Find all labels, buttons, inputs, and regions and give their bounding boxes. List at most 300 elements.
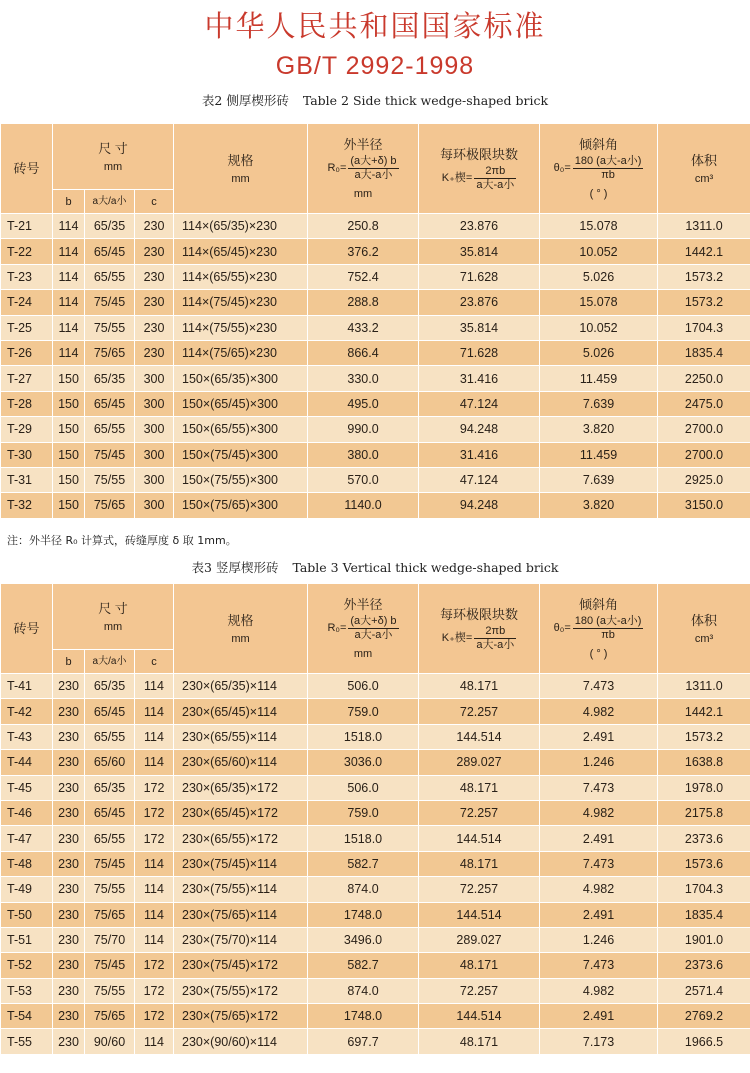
dim-c-cell: 114: [135, 724, 174, 749]
dim-b-cell: 114: [53, 214, 85, 239]
dim-c-cell: 114: [135, 699, 174, 724]
spec-cell: 150×(75/55)×300: [174, 467, 308, 492]
formula-lhs: θ₀=: [553, 622, 571, 634]
brick-code-cell: T-27: [1, 366, 53, 391]
table-row: [1, 699, 750, 724]
header-code: 砖号: [1, 124, 53, 214]
dim-c-cell: 172: [135, 1004, 174, 1029]
ring-limit-cell: 72.257: [419, 978, 540, 1003]
ring-limit-cell: 48.171: [419, 1029, 540, 1054]
table-row: [1, 1029, 750, 1054]
dim-a-cell: 75/55: [85, 467, 135, 492]
table-row: [1, 1004, 750, 1029]
formula-lhs: R₀=: [327, 622, 347, 634]
ring-limit-cell: 31.416: [419, 366, 540, 391]
dim-c-cell: 230: [135, 214, 174, 239]
tilt-angle-cell: 15.078: [540, 290, 658, 315]
outer-radius-cell: 1748.0: [308, 1004, 419, 1029]
outer-radius-cell: 874.0: [308, 877, 419, 902]
ring-limit-cell: 71.628: [419, 264, 540, 289]
spec-cell: 150×(65/55)×300: [174, 417, 308, 442]
dim-a-cell: 65/55: [85, 264, 135, 289]
brick-code-cell: T-46: [1, 800, 53, 825]
spec-cell: 230×(75/55)×172: [174, 978, 308, 1003]
header-outer-radius-label: 外半径: [343, 137, 383, 152]
brick-code-cell: T-50: [1, 902, 53, 927]
table3-vertical-thick-wedge-brick: [0, 583, 750, 1055]
header-spec-label: 规格: [227, 612, 254, 628]
spec-cell: 230×(90/60)×114: [174, 1029, 308, 1054]
table-row: [1, 264, 750, 289]
volume-cell: 2373.6: [658, 826, 750, 851]
ring-limit-cell: 35.814: [419, 315, 540, 340]
dim-b-cell: 230: [53, 724, 85, 749]
dim-c-cell: 114: [135, 674, 174, 699]
spec-cell: 114×(75/65)×230: [174, 340, 308, 365]
formula-numerator: 180 (a大-a小): [574, 155, 642, 167]
table-row: [1, 417, 750, 442]
brick-code-cell: T-53: [1, 978, 53, 1003]
tilt-angle-cell: 2.491: [540, 1004, 658, 1029]
formula-denominator: a大-a小: [354, 169, 393, 181]
dim-b-cell: 150: [53, 442, 85, 467]
dim-c-cell: 230: [135, 239, 174, 264]
volume-cell: 1573.2: [658, 290, 750, 315]
volume-cell: 1704.3: [658, 877, 750, 902]
volume-cell: 1442.1: [658, 699, 750, 724]
dim-a-cell: 75/55: [85, 315, 135, 340]
brick-code-cell: T-25: [1, 315, 53, 340]
brick-code-cell: T-21: [1, 214, 53, 239]
volume-cell: 2700.0: [658, 442, 750, 467]
dim-c-cell: 172: [135, 775, 174, 800]
tilt-angle-cell: 1.246: [540, 750, 658, 775]
table-row: [1, 851, 750, 876]
brick-code-cell: T-24: [1, 290, 53, 315]
brick-code-cell: T-49: [1, 877, 53, 902]
dim-a-cell: 65/45: [85, 391, 135, 416]
table-row: [1, 290, 750, 315]
table-row: [1, 391, 750, 416]
dim-b-cell: 230: [53, 775, 85, 800]
header-volume-label: 体积: [691, 152, 718, 168]
outer-radius-cell: 288.8: [308, 290, 419, 315]
outer-radius-formula: [327, 615, 398, 642]
dim-c-cell: 230: [135, 290, 174, 315]
volume-cell: 1638.8: [658, 750, 750, 775]
outer-radius-cell: 506.0: [308, 775, 419, 800]
dim-b-cell: 230: [53, 800, 85, 825]
table-row: [1, 978, 750, 1003]
ring-limit-cell: 144.514: [419, 826, 540, 851]
spec-cell: 230×(65/45)×172: [174, 800, 308, 825]
dim-c-cell: 114: [135, 927, 174, 952]
header-dimensions: [53, 124, 174, 190]
volume-cell: 1573.2: [658, 724, 750, 749]
page-title-cn: 中华人民共和国国家标准: [204, 9, 546, 43]
table-row: [1, 877, 750, 902]
dim-c-cell: 172: [135, 826, 174, 851]
header-tilt-angle-unit: ( ° ): [589, 188, 608, 200]
header-ring-limit: [419, 584, 540, 674]
header-code: 砖号: [1, 584, 53, 674]
volume-cell: 1442.1: [658, 239, 750, 264]
dim-a-cell: 90/60: [85, 1029, 135, 1054]
header-ring-limit-label: 每环极限块数: [440, 607, 519, 622]
formula-denominator: a大-a小: [476, 639, 515, 651]
dim-a-cell: 75/65: [85, 1004, 135, 1029]
formula-numerator: 180 (a大-a小): [574, 615, 642, 627]
brick-code-cell: T-30: [1, 442, 53, 467]
dim-b-cell: 230: [53, 902, 85, 927]
dim-a-cell: 65/45: [85, 800, 135, 825]
header-spec-unit: mm: [231, 172, 250, 185]
header-outer-radius: [308, 124, 419, 214]
header-tilt-angle: [540, 124, 658, 214]
outer-radius-cell: 3496.0: [308, 927, 419, 952]
dim-c-cell: 300: [135, 493, 174, 518]
tilt-angle-cell: 10.052: [540, 239, 658, 264]
spec-cell: 230×(75/55)×114: [174, 877, 308, 902]
volume-cell: 2475.0: [658, 391, 750, 416]
dim-a-cell: 65/35: [85, 775, 135, 800]
brick-code-cell: T-31: [1, 467, 53, 492]
table-row: [1, 214, 750, 239]
ring-limit-cell: 94.248: [419, 493, 540, 518]
table-row: [1, 800, 750, 825]
brick-code-cell: T-51: [1, 927, 53, 952]
header-c: c: [135, 190, 174, 214]
formula-denominator: a大-a小: [354, 629, 393, 641]
volume-cell: 2571.4: [658, 978, 750, 1003]
table-row: [1, 442, 750, 467]
header-a: a大/a小: [85, 190, 135, 214]
tilt-angle-cell: 7.639: [540, 391, 658, 416]
tilt-angle-cell: 2.491: [540, 724, 658, 749]
table-row: [1, 826, 750, 851]
ring-limit-cell: 47.124: [419, 467, 540, 492]
formula-numerator: (a大+δ) b: [350, 155, 397, 167]
outer-radius-formula: [327, 155, 398, 182]
dim-b-cell: 150: [53, 366, 85, 391]
tilt-angle-cell: 4.982: [540, 978, 658, 1003]
ring-limit-cell: 289.027: [419, 750, 540, 775]
header-b: b: [53, 650, 85, 674]
dim-b-cell: 150: [53, 417, 85, 442]
ring-limit-cell: 144.514: [419, 902, 540, 927]
brick-code-cell: T-29: [1, 417, 53, 442]
outer-radius-cell: 1518.0: [308, 826, 419, 851]
outer-radius-cell: 570.0: [308, 467, 419, 492]
ring-limit-cell: 23.876: [419, 214, 540, 239]
tilt-angle-cell: 7.473: [540, 674, 658, 699]
dim-a-cell: 75/65: [85, 902, 135, 927]
brick-code-cell: T-22: [1, 239, 53, 264]
formula-lhs: R₀=: [327, 162, 347, 174]
header-volume-label: 体积: [691, 612, 718, 628]
spec-cell: 150×(65/35)×300: [174, 366, 308, 391]
table2-note: 注：外半径 R₀ 计算式，砖缝厚度 δ 取 1mm。: [7, 534, 237, 547]
tilt-angle-formula: [554, 155, 644, 182]
dim-c-cell: 172: [135, 953, 174, 978]
dim-c-cell: 300: [135, 442, 174, 467]
outer-radius-cell: 752.4: [308, 264, 419, 289]
dim-b-cell: 114: [53, 340, 85, 365]
outer-radius-cell: 759.0: [308, 800, 419, 825]
table-row: [1, 467, 750, 492]
spec-cell: 114×(65/55)×230: [174, 264, 308, 289]
ring-limit-cell: 72.257: [419, 877, 540, 902]
header-tilt-angle: [540, 584, 658, 674]
tilt-angle-cell: 15.078: [540, 214, 658, 239]
table-row: [1, 750, 750, 775]
dim-b-cell: 230: [53, 851, 85, 876]
header-volume-unit: cm³: [694, 632, 714, 645]
brick-code-cell: T-55: [1, 1029, 53, 1054]
header-spec-unit: mm: [231, 632, 250, 645]
brick-code-cell: T-45: [1, 775, 53, 800]
table2-caption: [0, 92, 750, 110]
dim-b-cell: 230: [53, 1029, 85, 1054]
dim-c-cell: 114: [135, 851, 174, 876]
ring-limit-formula: [442, 165, 516, 192]
header-tilt-angle-label: 倾斜角: [579, 597, 619, 612]
header-spec-label: 规格: [227, 152, 254, 168]
table-row: [1, 724, 750, 749]
brick-code-cell: T-26: [1, 340, 53, 365]
tilt-angle-cell: 3.820: [540, 493, 658, 518]
header-b: b: [53, 190, 85, 214]
volume-cell: 1704.3: [658, 315, 750, 340]
brick-code-cell: T-44: [1, 750, 53, 775]
outer-radius-cell: 874.0: [308, 978, 419, 1003]
table3-body: [1, 674, 750, 1055]
table-row: [1, 239, 750, 264]
dim-a-cell: 75/65: [85, 493, 135, 518]
header-ring-limit: [419, 124, 540, 214]
ring-limit-cell: 289.027: [419, 927, 540, 952]
header-dimensions: [53, 584, 174, 650]
volume-cell: 1573.2: [658, 264, 750, 289]
spec-cell: 230×(65/60)×114: [174, 750, 308, 775]
dim-c-cell: 230: [135, 264, 174, 289]
dim-b-cell: 230: [53, 699, 85, 724]
spec-cell: 114×(65/45)×230: [174, 239, 308, 264]
dim-c-cell: 172: [135, 800, 174, 825]
dim-a-cell: 75/65: [85, 340, 135, 365]
dim-b-cell: 230: [53, 927, 85, 952]
tilt-angle-formula: [554, 615, 644, 642]
header-c: c: [135, 650, 174, 674]
ring-limit-cell: 94.248: [419, 417, 540, 442]
table-row: [1, 902, 750, 927]
header-tilt-angle-label: 倾斜角: [579, 137, 619, 152]
spec-cell: 150×(65/45)×300: [174, 391, 308, 416]
dim-c-cell: 114: [135, 1029, 174, 1054]
ring-limit-cell: 72.257: [419, 800, 540, 825]
header-ring-limit-label: 每环极限块数: [440, 147, 519, 162]
dim-c-cell: 230: [135, 340, 174, 365]
tilt-angle-cell: 7.473: [540, 775, 658, 800]
formula-denominator: a大-a小: [476, 179, 515, 191]
formula-numerator: 2πb: [474, 165, 516, 179]
dim-a-cell: 75/55: [85, 877, 135, 902]
header-spec: [174, 584, 308, 674]
dim-b-cell: 230: [53, 826, 85, 851]
header-dimensions-label: 尺 寸: [98, 600, 128, 616]
dim-a-cell: 65/35: [85, 214, 135, 239]
dim-b-cell: 230: [53, 750, 85, 775]
ring-limit-cell: 48.171: [419, 851, 540, 876]
table2-body: [1, 214, 750, 519]
tilt-angle-cell: 11.459: [540, 366, 658, 391]
table3-caption: [0, 559, 750, 577]
outer-radius-cell: 330.0: [308, 366, 419, 391]
dim-b-cell: 150: [53, 391, 85, 416]
volume-cell: 1573.6: [658, 851, 750, 876]
ring-limit-cell: 48.171: [419, 953, 540, 978]
table2-caption-en: Table 2 Side thick wedge-shaped brick: [302, 93, 549, 108]
tilt-angle-cell: 5.026: [540, 340, 658, 365]
outer-radius-cell: 582.7: [308, 953, 419, 978]
dim-b-cell: 230: [53, 877, 85, 902]
dim-c-cell: 172: [135, 978, 174, 1003]
outer-radius-cell: 697.7: [308, 1029, 419, 1054]
dim-a-cell: 65/55: [85, 417, 135, 442]
outer-radius-cell: 376.2: [308, 239, 419, 264]
ring-limit-formula: [442, 625, 516, 652]
dim-a-cell: 75/45: [85, 851, 135, 876]
volume-cell: 2925.0: [658, 467, 750, 492]
formula-numerator: 2πb: [474, 625, 516, 639]
dim-b-cell: 114: [53, 264, 85, 289]
dim-b-cell: 230: [53, 1004, 85, 1029]
header-outer-radius-label: 外半径: [343, 597, 383, 612]
tilt-angle-cell: 11.459: [540, 442, 658, 467]
dim-c-cell: 300: [135, 417, 174, 442]
ring-limit-cell: 144.514: [419, 724, 540, 749]
brick-code-cell: T-23: [1, 264, 53, 289]
formula-lhs: θ₀=: [553, 162, 571, 174]
outer-radius-cell: 990.0: [308, 417, 419, 442]
spec-cell: 230×(75/65)×172: [174, 1004, 308, 1029]
volume-cell: 1978.0: [658, 775, 750, 800]
dim-c-cell: 300: [135, 391, 174, 416]
dim-a-cell: 65/45: [85, 699, 135, 724]
brick-code-cell: T-48: [1, 851, 53, 876]
spec-cell: 230×(65/35)×172: [174, 775, 308, 800]
ring-limit-cell: 47.124: [419, 391, 540, 416]
volume-cell: 2250.0: [658, 366, 750, 391]
table-row: [1, 315, 750, 340]
dim-c-cell: 300: [135, 366, 174, 391]
header-outer-radius: [308, 584, 419, 674]
tilt-angle-cell: 7.473: [540, 953, 658, 978]
table-row: [1, 340, 750, 365]
dim-a-cell: 65/35: [85, 674, 135, 699]
volume-cell: 1311.0: [658, 674, 750, 699]
dim-b-cell: 230: [53, 978, 85, 1003]
ring-limit-cell: 71.628: [419, 340, 540, 365]
table3-caption-en: Table 3 Vertical thick wedge-shaped brick: [292, 560, 559, 575]
dim-b-cell: 150: [53, 493, 85, 518]
brick-code-cell: T-47: [1, 826, 53, 851]
dim-a-cell: 65/60: [85, 750, 135, 775]
brick-code-cell: T-54: [1, 1004, 53, 1029]
spec-cell: 150×(75/65)×300: [174, 493, 308, 518]
dim-b-cell: 114: [53, 315, 85, 340]
header-outer-radius-unit: mm: [353, 188, 373, 200]
brick-code-cell: T-43: [1, 724, 53, 749]
formula-numerator: (a大+δ) b: [350, 615, 397, 627]
dim-a-cell: 65/55: [85, 724, 135, 749]
dim-a-cell: 75/70: [85, 927, 135, 952]
header-dimensions-unit: mm: [103, 160, 123, 173]
formula-lhs: K₊楔=: [441, 172, 473, 184]
header-tilt-angle-unit: ( ° ): [589, 648, 608, 660]
table-row: [1, 366, 750, 391]
formula-lhs: K₊楔=: [441, 632, 473, 644]
header-spec: [174, 124, 308, 214]
tilt-angle-cell: 7.639: [540, 467, 658, 492]
outer-radius-cell: 380.0: [308, 442, 419, 467]
outer-radius-cell: 1518.0: [308, 724, 419, 749]
tilt-angle-cell: 1.246: [540, 927, 658, 952]
ring-limit-cell: 48.171: [419, 674, 540, 699]
brick-code-cell: T-41: [1, 674, 53, 699]
header-volume: [658, 584, 750, 674]
outer-radius-cell: 250.8: [308, 214, 419, 239]
ring-limit-cell: 31.416: [419, 442, 540, 467]
dim-a-cell: 75/45: [85, 953, 135, 978]
dim-b-cell: 230: [53, 953, 85, 978]
header-dimensions-label: 尺 寸: [98, 140, 128, 156]
brick-code-cell: T-32: [1, 493, 53, 518]
table2-side-thick-wedge-brick: [0, 123, 750, 519]
dim-c-cell: 114: [135, 902, 174, 927]
dim-a-cell: 65/35: [85, 366, 135, 391]
header-volume-unit: cm³: [694, 172, 714, 185]
spec-cell: 230×(65/35)×114: [174, 674, 308, 699]
dim-a-cell: 65/55: [85, 826, 135, 851]
spec-cell: 230×(65/55)×172: [174, 826, 308, 851]
tilt-angle-cell: 4.982: [540, 699, 658, 724]
formula-denominator: πb: [601, 169, 615, 181]
tilt-angle-cell: 4.982: [540, 800, 658, 825]
volume-cell: 2700.0: [658, 417, 750, 442]
dim-a-cell: 75/55: [85, 978, 135, 1003]
outer-radius-cell: 582.7: [308, 851, 419, 876]
table-row: [1, 953, 750, 978]
tilt-angle-cell: 4.982: [540, 877, 658, 902]
outer-radius-cell: 1140.0: [308, 493, 419, 518]
outer-radius-cell: 495.0: [308, 391, 419, 416]
dim-b-cell: 114: [53, 290, 85, 315]
formula-denominator: πb: [601, 629, 615, 641]
spec-cell: 230×(75/65)×114: [174, 902, 308, 927]
ring-limit-cell: 72.257: [419, 699, 540, 724]
volume-cell: 2373.6: [658, 953, 750, 978]
spec-cell: 114×(65/35)×230: [174, 214, 308, 239]
brick-code-cell: T-52: [1, 953, 53, 978]
ring-limit-cell: 23.876: [419, 290, 540, 315]
dim-c-cell: 230: [135, 315, 174, 340]
tilt-angle-cell: 2.491: [540, 826, 658, 851]
brick-code-cell: T-42: [1, 699, 53, 724]
outer-radius-cell: 506.0: [308, 674, 419, 699]
spec-cell: 150×(75/45)×300: [174, 442, 308, 467]
volume-cell: 1311.0: [658, 214, 750, 239]
